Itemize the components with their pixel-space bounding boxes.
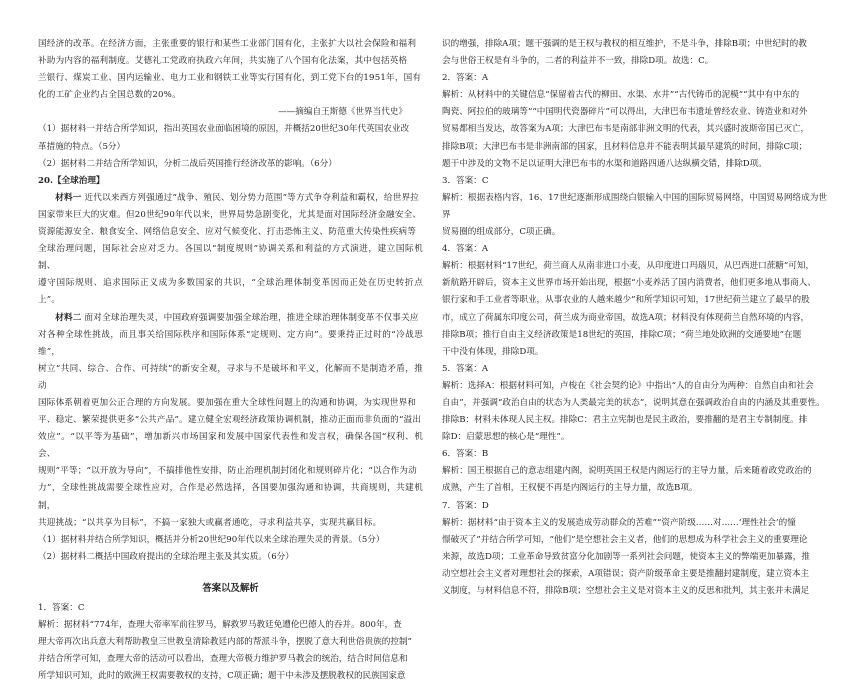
answer-1-explanation: 理大帝再次出兵意大利帮助教皇三世教皇清除教廷内部的帮派斗争，摆脱了意大利世俗贵族的控制” [38,637,412,648]
answer-4-explanation: 市，成立了荷属东印度公司，荷兰成为商业帝国，故选A项；材料没有体现荷兰自然环境的内容， [442,312,810,323]
answer-4-explanation: 干中没有体现，排除D项。 [442,346,544,357]
answer-4-explanation: 解析：根据材料“17世纪，荷兰商人从南非进口小麦，从印度进口玛瑙贝，从巴西进口蔗糖”可知， [442,261,815,272]
material-text-line: 兰银行、煤炭工业、国内运输业、电力工业和钢铁工业等实行国有化，到工党下台的1951年，国有 [38,73,422,84]
material-one-line: 资源能源安全、粮食安全、网络信息安全、应对气候变化、打击恐怖主义、防范重大传染性疾病等 [38,227,417,238]
question-19-2: （2）据材料二并结合所学知识，分析二战后英国推行经济改革的影响。（6分） [38,158,337,169]
answer-3-explanation: 解析：根据表格内容，16、17世纪逐渐形成围绕白银输入中国的国际贸易网络，中国贸易网络成为世界 [442,192,827,220]
answer-5-explanation: 排除B：材料未体现人民主权。排除C：君主立宪制也是民主政治，要推翻的是君主专制制度。排 [442,415,808,426]
material-text-line: 化的工矿企业约占全国总数的20%。 [38,90,181,101]
material-two-line: 树立“共同、综合、合作、可持续”的新安全观，寻求与不是破坏和平义，化解而不是制造矛盾，推动 [38,363,423,391]
answer-4: 4．答案：A [442,244,489,255]
question-20-title: 20.【全球治理】 [38,175,105,186]
answer-1-explanation: 并结合所学可知，查理大帝的活动可以看出，查理大帝极力维护罗马教会的统治，结合时间信息和 [38,654,408,665]
answer-4-explanation: 新航路开辟后，资本主义世界市场开始出现，根据“小麦养活了国内消费者，他们更多地从事商人、 [442,278,816,289]
answers-heading: 答案以及解析 [202,582,259,594]
material-one-label: 材料一 [55,192,82,203]
material-one-line: 材料一 近代以来西方列强通过“战争、殖民、划分势力范围”等方式争夺利益和霸权，给世界拉 [55,192,420,203]
answer-7-explanation: 义制度，与材料信息不符，排除B项；空想社会主义是对资本主义的反思和批判，其主张并未满足 [442,586,810,596]
answer-7: 7．答案：D [442,500,489,511]
answer-5-explanation: 除D：启蒙思想的核心是“理性”。 [442,432,570,443]
answer-2-explanation: 陶瓷、阿拉伯的玻璃等”“中国明代瓷器碎片”可以得出，大津巴布韦遗址曾经农业、铸造业和对外 [442,107,808,118]
material-two-label: 材料二 [55,312,82,323]
answer-7-explanation: 来源，故选D项；工业革命导致贫富分化加剧等一系列社会问题，使资本主义的弊端更加暴露，推 [442,551,810,562]
material-two-line: 效应”。“以平等为基础”，增加新兴市场国家和发展中国家代表性和发言权，确保各国“权利、机会、 [38,432,423,460]
question-19-1-cont: 革措施的特点。（5分） [38,141,126,152]
right-column [442,36,827,600]
question-20-1: （1）据材料并结合所学知识，概括并分析20世纪90年代以来全球治理失灵的背景。（5分） [38,534,385,545]
answer-1-explanation: 所学知识可知，此时的欧洲王权需要教权的支持，C项正确；题干中未涉及摆脱教权的民族国家意 [38,671,406,682]
answer-3-explanation: 贸易圈的组成部分，C项正确。 [442,227,561,238]
material-text-line: 补助为内容的福利制度。艾德礼工党政府执政六年间，共实施了八个国有化法案，其中包括英格 [38,56,408,67]
answer-7-explanation: 解析：据材料“由于资本主义的发展造成劳动群众的苦难”“资产阶级……对……‘理性社会’的憧 [442,517,796,528]
answer-6-explanation: 成熟，产生了首相，王权便不再是内阁运行的主导力量，故选B项。 [442,483,698,494]
material-two-line: 对各种全球性挑战，而且事关给国际秩序和国际体系“定规则、定方向”。要秉持正过时的“冷战思维”， [38,329,423,357]
answer-5-explanation: 解析：选择A：根据材料可知，卢梭在《社会契约论》中指出“人的自由分为两种：自然自由和社会 [442,380,814,391]
answer-7-explanation: 憬破灭了”并结合所学可知，“他们”是空想社会主义者，他们的思想成为科学社会主义的重要理论 [442,534,808,545]
material-two-line: 力”，全球性挑战需要全球性应对，合作是必然选择，各国要加强沟通和协调，共商规则，共建机制， [38,483,423,511]
question-19-1: （1）据材料一并结合所学知识，指出英国农业面临困境的原因，并概括20世纪30年代英国农业改 [38,124,410,135]
question-20-2: （2）据材料二概括中国政府提出的全球治理主张及其实质。（6分） [38,551,294,562]
material-two-line: 共迎挑战；“以共享为目标”，不搞一家独大或赢者通吃，寻求利益共享，实现共赢目标。 [38,517,382,528]
source-attribution: ——摘编自王斯德《世界当代史》 [278,107,407,118]
material-two-line: 材料二 面对全球治理失灵，中国政府强调要加强全球治理，推进全球治理体制变革不仅事关应 [55,312,419,323]
answer-1-explanation: 解析：据材料“774年，查理大帝率军前往罗马，解救罗马教廷免遭伦巴德人的吞并。800年，查 [38,620,402,631]
answer-5-explanation: 自由”，并强调“政治自由的状态为人类最完美的状态”，说明其意在强调政治自由的内涵及其重要性。 [442,397,825,408]
answer-2-explanation: 解析：从材料中的关键信息“保留着古代的柳田、水渠、水井”“古代铸币的泥模”“其中有中东的 [442,90,800,101]
answer-2-explanation: 题干中涉及的文物不足以证明大津巴布韦的水渠和道路四通八达纵横交错，排除D项。 [442,158,767,169]
answer-2: 2．答案：A [442,73,489,84]
left-column [38,36,423,685]
answer-4-explanation: 排除B项；推行自由主义经济政策是18世纪的英国，排除C项；“荷兰地处欧洲的交通要地”在题 [442,329,802,340]
answer-6-explanation: 解析：国王根据自己的意志组建内阁，说明英国王权是内阁运行的主导力量，后来随着政党政治的 [442,466,812,477]
answer-2-explanation: 排除B项；大津巴布韦是非洲南部的国家，且材料信息并不能表明其最早建筑的时间，排除C项； [442,141,808,152]
answer-3: 3．答案：C [442,175,489,186]
answer-1-explanation-cont: 会与世俗王权是有斗争的，二者的利益并不一致，排除D项。故选：C。 [442,56,714,67]
material-text-line: 国经济的改革。在经济方面，主张重要的银行和某些工业部门国有化，主张扩大以社会保险和福利 [38,39,417,49]
answer-5: 5．答案：A [442,363,489,374]
material-two-line: 平、稳定、繁荣提供更多“公共产品”。建立健全宏观经济政策协调机制，推动正面而非负面的“溢出 [38,415,422,426]
material-two-line: 规则”平等；“以开放为导向”，不搞排他性安排，防止治理机制封闭化和规则碎片化；“以合作为动 [38,466,417,477]
answer-7-explanation: 动空想社会主义者对理想社会的探索，A项错误；资产阶级革命主要是推翻封建制度，建立资本主 [442,568,810,579]
answer-1: 1．答案：C [38,603,85,613]
answer-6: 6．答案：B [442,449,489,460]
material-one-line: 遵守国际规则、追求国际正义成为多数国家的共识，“全球治理体制变革因而正处在历史转折点上”。 [38,278,423,306]
answer-1-explanation-cont: 识的增强，排除A项；题干强调的是王权与教权的相互维护，不是斗争，排除B项；中世纪时的教 [442,39,807,49]
answer-4-explanation: 银行家和手工业者等职业，从事农业的人越来越少”和所学知识可知，17世纪荷兰建立了最早的股 [442,295,810,306]
answer-2-explanation: 贸易都相当发达，故答案为A项；大津巴布韦是南部非洲文明的代表，其兴盛时波斯帝国已灭亡， [442,124,810,135]
material-one-line: 全球治理问题，国际社会应对乏力。各国以“制度规则”协调关系和利益的方式演进，建立国际机制、 [38,244,423,272]
material-two-line: 国际体系朝着更加公正合理的方向发展。要加强在重大全球性问题上的沟通和协调，为实现世界和 [38,397,417,408]
material-one-line: 国家带来巨大的灾难。但20世纪90年代以来，世界局势急剧变化，尤其是面对国际经济金融安全、 [38,209,422,220]
